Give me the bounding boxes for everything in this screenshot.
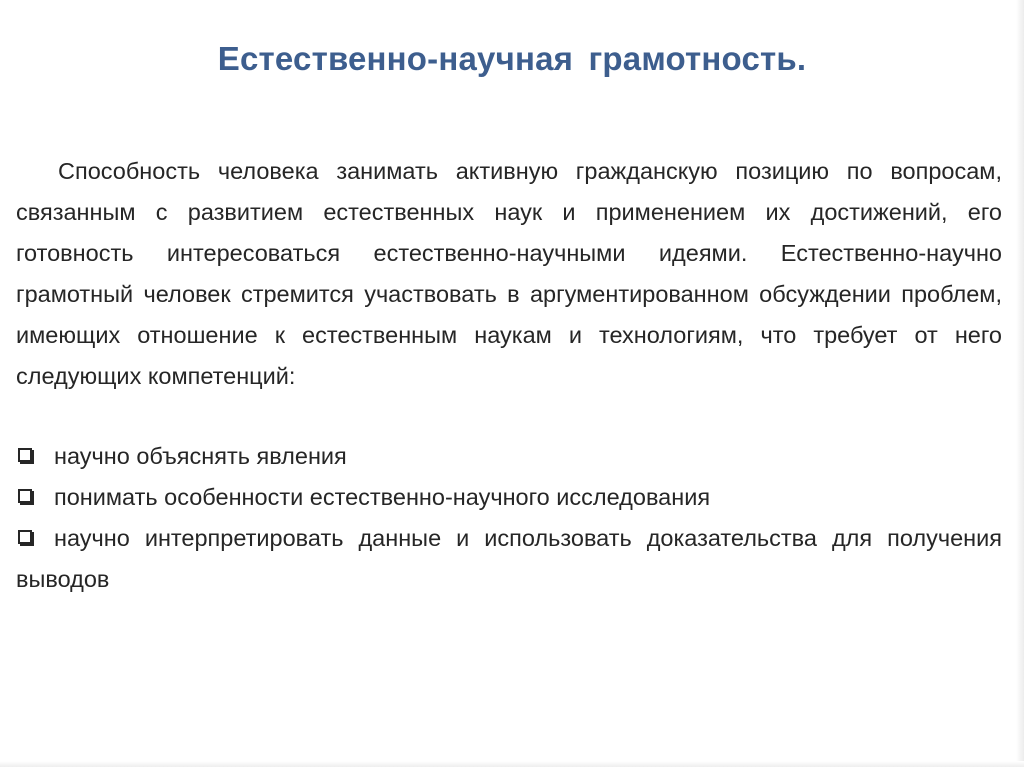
slide-title: Естественно-научная грамотность.	[217, 40, 807, 77]
list-item	[16, 518, 1002, 600]
body-paragraph: Способность человека занимать активную гражданскую позицию по вопросам, связанным с развитием естественных наук и применением их достижений, его готовность интересоваться естественно-научными идеями. Естественно-научно грамотный человек стремится участвовать в аргументированном обсуждении проблем, имеющих отношение к естественным наукам и технологиям, что требует от него следующих компетенций:	[16, 158, 1002, 389]
list-item	[16, 436, 1002, 477]
competency-list	[16, 436, 1002, 600]
slide-edge	[0, 761, 1024, 767]
list-item	[16, 477, 1002, 518]
list-item-text: понимать особенности естественно-научного исследования	[54, 484, 711, 510]
slide-edge	[1016, 0, 1024, 767]
checkbox-icon	[18, 530, 32, 544]
checkbox-icon	[18, 448, 32, 462]
list-item-text: научно объяснять явления	[54, 443, 347, 469]
checkbox-icon	[18, 489, 32, 503]
list-item-text: научно интерпретировать данные и использовать доказательства для получения выводов	[16, 525, 1002, 592]
